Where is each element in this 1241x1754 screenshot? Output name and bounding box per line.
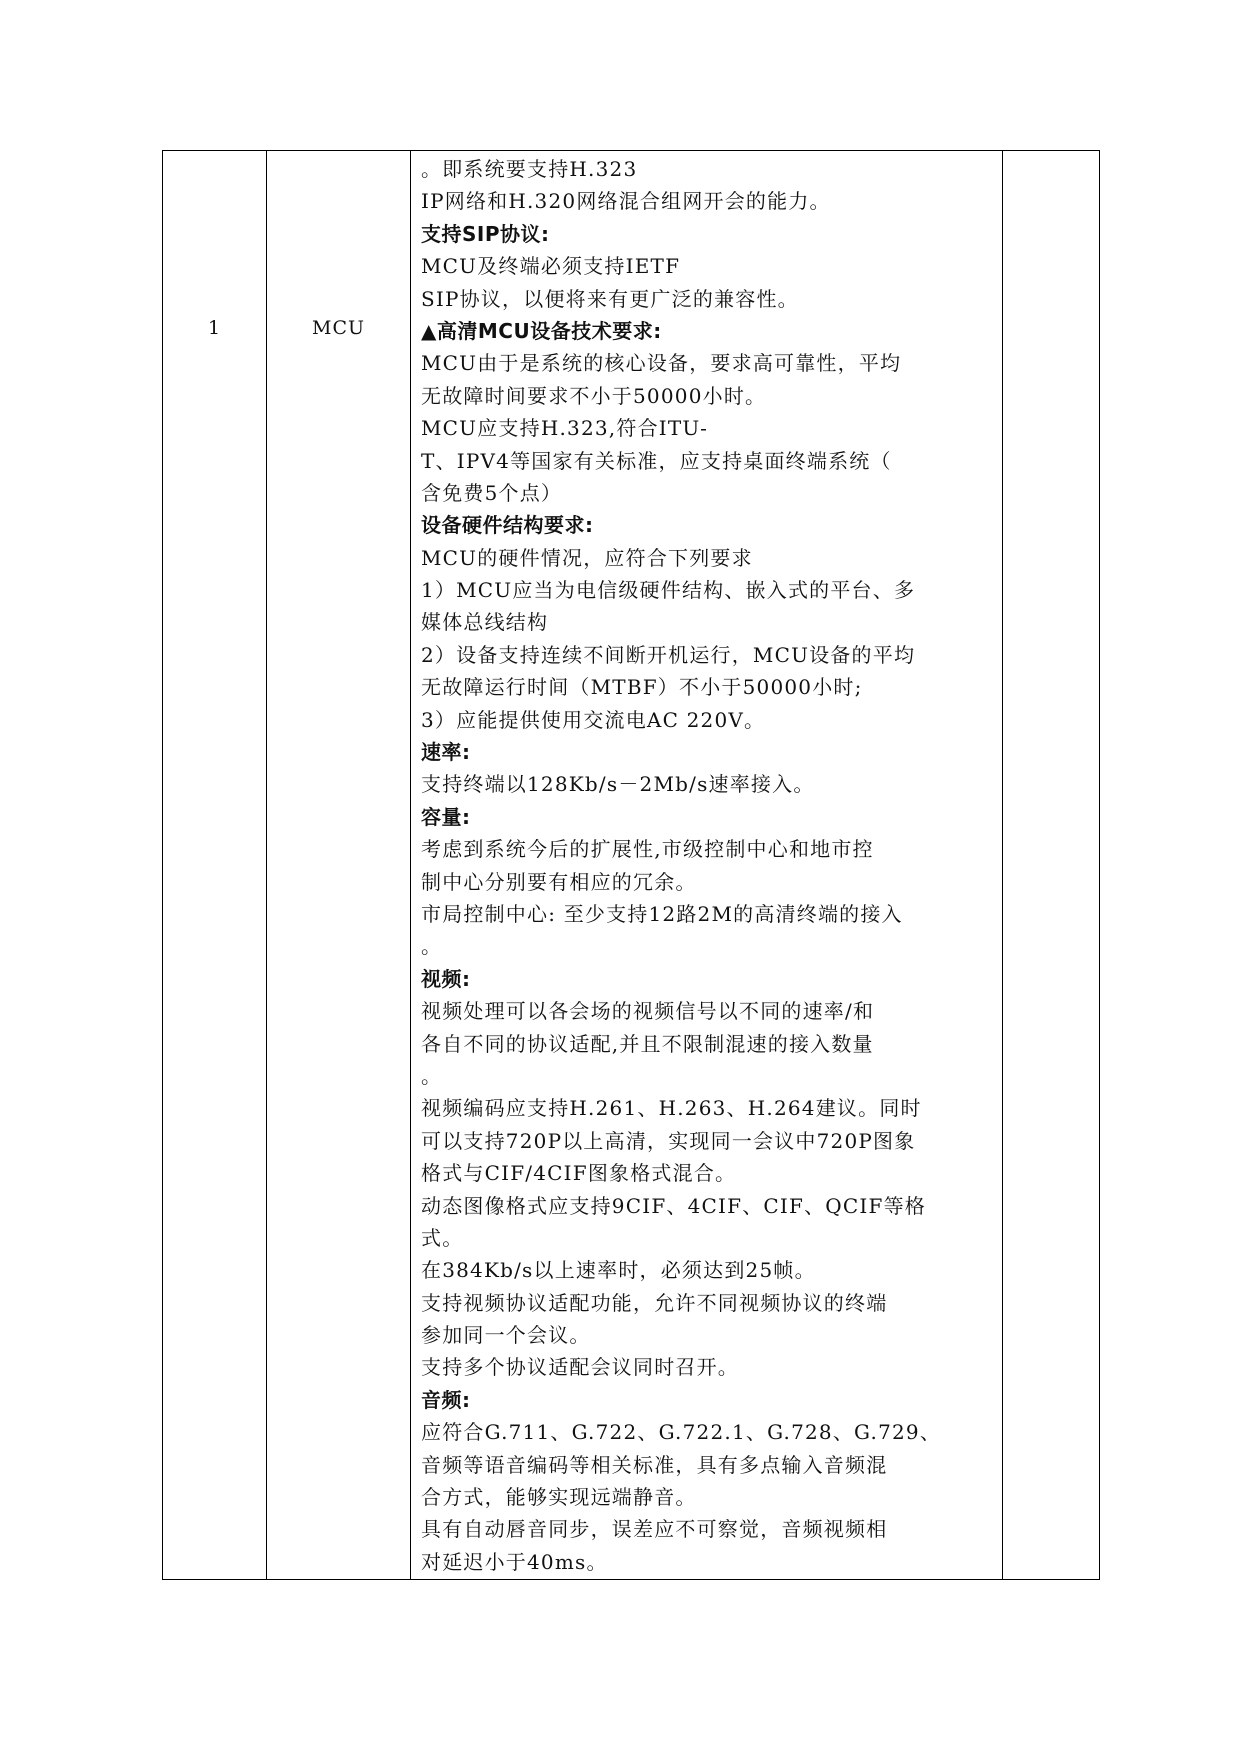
spec-line: 支持视频协议适配功能，允许不同视频协议的终端: [421, 1290, 888, 1315]
spec-line: 音频等语音编码等相关标准，具有多点输入音频混: [421, 1452, 888, 1477]
spec-line: MCU由于是系统的核心设备，要求高可靠性，平均: [421, 351, 902, 376]
spec-line: 参加同一个会议。: [421, 1323, 591, 1348]
blank-cell: [1003, 151, 1100, 1580]
row-number-cell: [163, 151, 267, 1580]
spec-line: IP网络和H.320网络混合组网开会的能力。: [421, 189, 831, 214]
spec-line: 媒体总线结构: [421, 610, 549, 635]
item-name-cell: [267, 151, 411, 1580]
spec-line: 视频处理可以各会场的视频信号以不同的速率/和: [421, 999, 875, 1024]
spec-line: 支持终端以128Kb/s－2Mb/s速率接入。: [421, 772, 815, 797]
row-number: 1: [207, 317, 222, 339]
spec-line: 制中心分别要有相应的冗余。: [421, 869, 697, 894]
spec-text: [421, 153, 994, 1578]
spec-line: 视频编码应支持H.261、H.263、H.264建议。同时: [421, 1096, 922, 1121]
spec-line: 2）设备支持连续不间断开机运行，MCU设备的平均: [421, 642, 916, 667]
spec-line: 无故障时间要求不小于50000小时。: [421, 383, 767, 408]
spec-line: SIP协议，以便将来有更广泛的兼容性。: [421, 286, 799, 311]
spec-line: 含免费5个点）: [421, 480, 563, 505]
section-heading: 视频:: [421, 966, 471, 991]
section-heading: 支持SIP协议:: [421, 221, 550, 246]
spec-line: 3）应能提供使用交流电AC 220V。: [421, 707, 766, 732]
spec-line: 格式与CIF/4CIF图象格式混合。: [421, 1161, 737, 1186]
spec-cell: [411, 151, 1003, 1580]
spec-line: MCU及终端必须支持IETF: [421, 254, 681, 279]
spec-line: 可以支持720P以上高清，实现同一会议中720P图象: [421, 1128, 916, 1153]
spec-line: T、IPV4等国家有关标准，应支持桌面终端系统（: [421, 448, 892, 473]
spec-line: 对延迟小于40ms。: [421, 1549, 608, 1574]
spec-line: 。: [421, 1063, 443, 1088]
spec-line: 应符合G.711、G.722、G.722.1、G.728、G.729、: [421, 1420, 942, 1445]
spec-line: 动态图像格式应支持9CIF、4CIF、CIF、QCIF等格: [421, 1193, 926, 1218]
spec-line: 合方式，能够实现远端静音。: [421, 1485, 697, 1510]
spec-line: MCU的硬件情况，应符合下列要求: [421, 545, 753, 570]
section-heading: ▲高清MCU设备技术要求:: [421, 318, 662, 343]
spec-line: 考虑到系统今后的扩展性,市级控制中心和地市控: [421, 837, 874, 862]
spec-line: 在384Kb/s以上速率时，必须达到25帧。: [421, 1258, 816, 1283]
spec-line: 支持多个协议适配会议同时召开。: [421, 1355, 739, 1380]
spec-line: 具有自动唇音同步，误差应不可察觉，音频视频相: [421, 1517, 888, 1542]
section-heading: 音频:: [421, 1387, 471, 1412]
spec-line: 各自不同的协议适配,并且不限制混速的接入数量: [421, 1031, 874, 1056]
spec-line: MCU应支持H.323,符合ITU-: [421, 416, 709, 441]
item-name: MCU: [311, 317, 365, 339]
spec-line: 。即系统要支持H.323: [421, 157, 638, 181]
section-heading: 设备硬件结构要求:: [421, 513, 594, 538]
spec-line: 式。: [421, 1225, 464, 1250]
spec-line: 1）MCU应当为电信级硬件结构、嵌入式的平台、多: [421, 578, 916, 603]
spec-line: 市局控制中心: 至少支持12路2M的高清终端的接入: [421, 901, 903, 926]
section-heading: 容量:: [421, 804, 471, 829]
table-row: [163, 151, 1100, 1580]
spec-line: 无故障运行时间（MTBF）不小于50000小时;: [421, 675, 863, 700]
spec-line: 。: [421, 934, 443, 959]
spec-table: [162, 150, 1100, 1580]
section-heading: 速率:: [421, 740, 471, 765]
